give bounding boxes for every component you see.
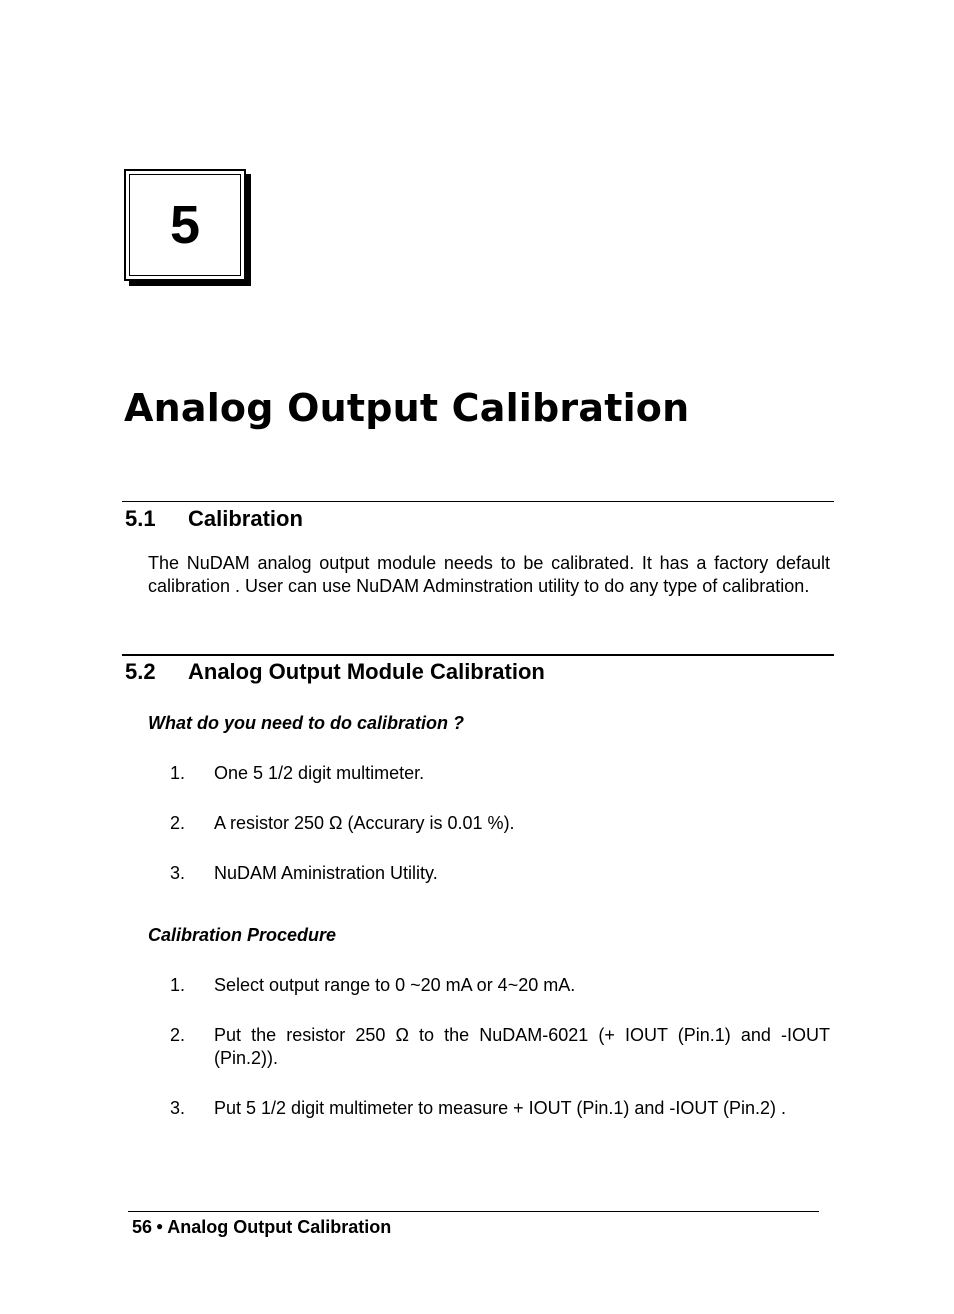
footer-divider [128,1211,819,1212]
list-item-text: Select output range to 0 ~20 mA or 4~20 mA. [214,975,576,995]
section-paragraph: The NuDAM analog output module needs to be calibrated. It has a factory default calibration . User can use NuDAM Adminstration utility to do any type of calibration. [148,553,830,596]
page-number: 56 [132,1217,153,1237]
list-item [170,812,830,835]
chapter-number-box [124,169,246,281]
list-item-number: 2. [170,1025,186,1045]
section-divider [122,654,834,656]
list-item [170,974,830,997]
list-item [170,862,830,885]
subheading-requirements: What do you need to do calibration ? [148,713,464,733]
list-item-text: Put the resistor 250 Ω to the NuDAM-6021 (+ IOUT (Pin.1) and -IOUT (Pin.2)). [214,1025,830,1068]
section-heading-module-calibration [125,658,545,686]
list-item-number: 3. [170,1098,186,1118]
list-item [170,762,830,785]
list-item-number: 1. [170,763,186,783]
chapter-number: 5 [169,195,201,255]
section-heading-calibration [125,505,303,533]
bullet-icon: ● [156,1218,164,1233]
section-title: Calibration [188,506,303,531]
list-item [170,1097,830,1120]
list-item-number: 3. [170,863,186,883]
section-number: 5.1 [125,506,156,531]
section-divider [122,501,834,502]
list-item-text: One 5 1/2 digit multimeter. [214,763,425,783]
chapter-number-box-inner [129,174,241,276]
list-item-text: Put 5 1/2 digit multimeter to measure + IOUT (Pin.1) and -IOUT (Pin.2) . [214,1098,787,1118]
section-title: Analog Output Module Calibration [188,659,545,684]
list-item-number: 1. [170,975,186,995]
page-footer [132,1216,391,1240]
list-item-text: A resistor 250 Ω (Accurary is 0.01 %). [214,813,515,833]
list-item-text: NuDAM Aministration Utility. [214,863,438,883]
list-item [170,1024,830,1070]
footer-title: Analog Output Calibration [167,1217,392,1237]
chapter-title: Analog Output Calibration [124,386,690,430]
list-item-number: 2. [170,813,186,833]
subheading-procedure: Calibration Procedure [148,925,337,945]
section-number: 5.2 [125,659,156,684]
